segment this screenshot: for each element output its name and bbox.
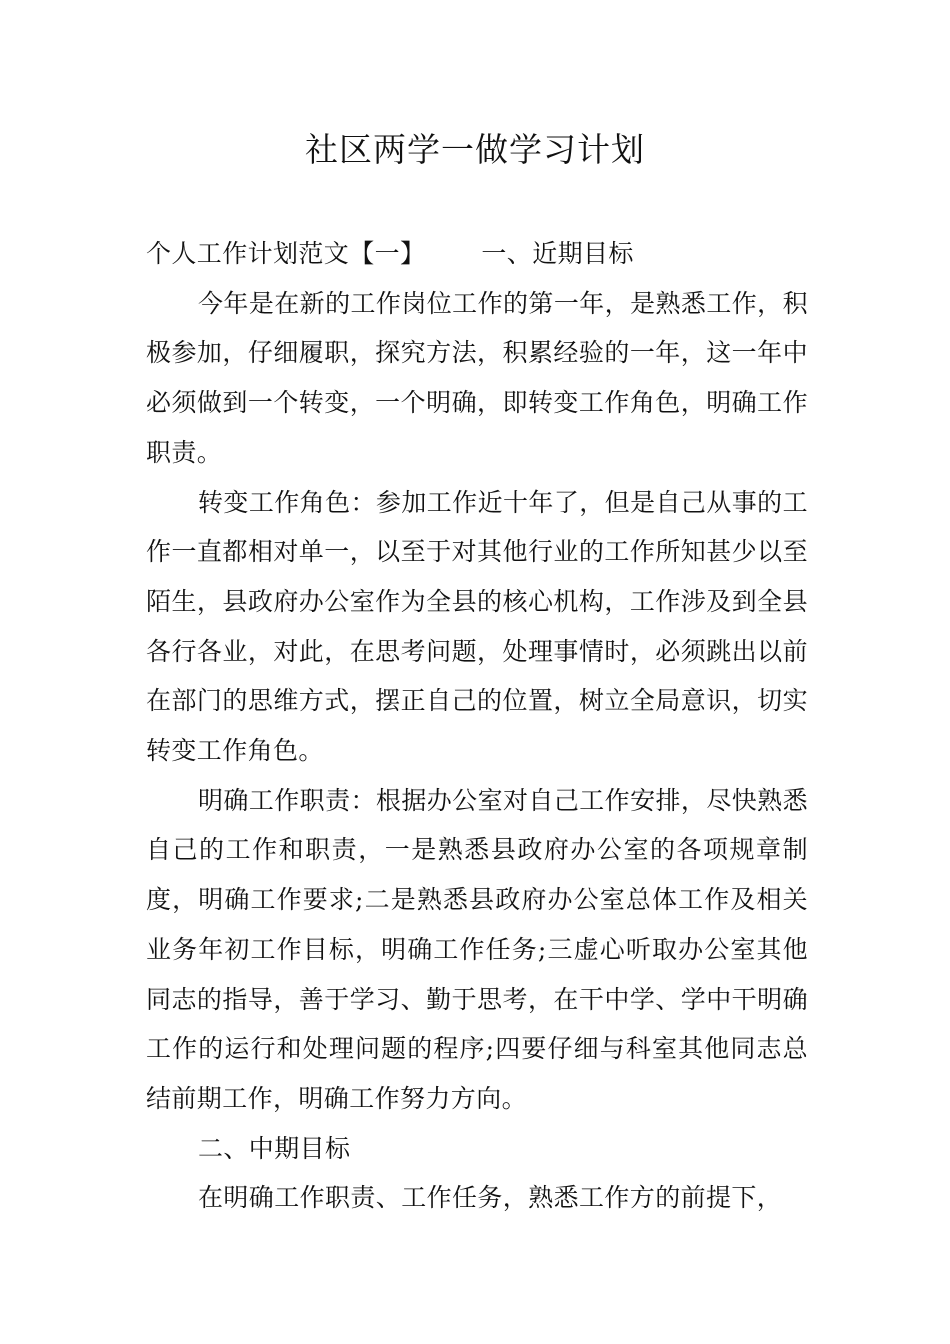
paragraph-1: 今年是在新的工作岗位工作的第一年，是熟悉工作，积极参加，仔细履职，探究方法，积累经验的一年，这一年中必须做到一个转变，一个明确，即转变工作角色，明确工作职责。: [146, 288, 808, 467]
paragraph-4: 在明确工作职责、工作任务，熟悉工作方的前提下，: [198, 1183, 783, 1213]
section-heading-1: 一、近期目标: [481, 239, 634, 268]
section-heading-2: 二、中期目标: [198, 1133, 351, 1163]
paragraph-2: 转变工作角色：参加工作近十年了，但是自己从事的工作一直都相对单一，以至于对其他行业的工作所知甚少以至陌生，县政府办公室作为全县的核心机构，工作涉及到全县各行各业，对此，在思考问题，处理事情时，必须跳出以前在部门的思维方式，摆正自己的位置，树立全局意识，切实转变工作角色。: [146, 487, 808, 766]
paragraph-3: 明确工作职责：根据办公室对自己工作安排，尽快熟悉自己的工作和职责，一是熟悉县政府办公室的各项规章制度，明确工作要求;二是熟悉县政府办公室总体工作及相关业务年初工作目标，明确工作任务;三虚心听取办公室其他同志的指导，善于学习、勤于思考，在干中学、学中干明确工作的运行和处理问题的程序;四要仔细与科室其他同志总结前期工作，明确工作努力方向。: [146, 785, 808, 1113]
document-title: 社区两学一做学习计划: [305, 130, 645, 169]
intro-line: [146, 229, 808, 279]
document-body: [146, 229, 808, 1223]
intro-label: 个人工作计划范文【一】: [146, 239, 426, 268]
